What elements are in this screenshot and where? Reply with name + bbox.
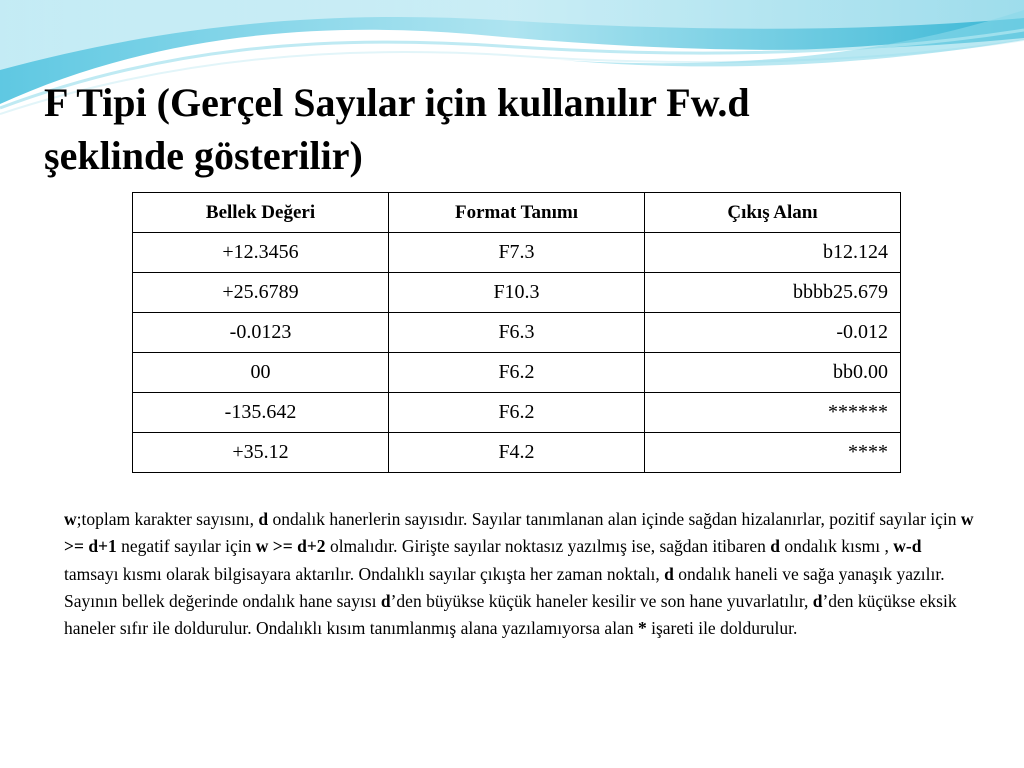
header-format-tanimi: Format Tanımı — [389, 193, 645, 233]
desc-segment: ondalık hanerlerin sayısıdır. Sayılar tanımlanan alan içinde sağdan hizalanırlar, pozitif sayılar için — [268, 509, 961, 529]
format-cell: F10.3 — [389, 273, 645, 313]
memory-value-cell: 00 — [133, 353, 389, 393]
memory-value-cell: -135.642 — [133, 393, 389, 433]
desc-segment: d — [380, 590, 391, 611]
table-row — [133, 353, 901, 393]
desc-segment: ondalık haneli ve sağa yanaşık yazılır. Sayının bellek değerinde ondalık hane sayısı — [64, 563, 945, 611]
desc-segment: ’den büyükse küçük haneler kesilir ve son hane yuvarlatılır, — [390, 590, 813, 611]
desc-segment: d — [770, 536, 780, 557]
desc-segment: d — [664, 563, 674, 584]
title-line-2: şeklinde gösterilir) — [44, 133, 363, 178]
format-cell: F6.2 — [389, 393, 645, 433]
desc-segment: * — [637, 618, 647, 639]
title-line-1: F Tipi (Gerçel Sayılar için kullanılır Fw.d — [44, 80, 750, 125]
format-cell: F6.3 — [389, 313, 645, 353]
table-row — [133, 233, 901, 273]
format-cell: F6.2 — [389, 353, 645, 393]
table-header-row — [133, 193, 901, 233]
output-cell: bbbb25.679 — [645, 273, 901, 313]
memory-value-cell: -0.0123 — [133, 313, 389, 353]
desc-segment: d — [258, 509, 269, 529]
desc-segment: w-d — [893, 536, 922, 557]
output-cell: bb0.00 — [645, 353, 901, 393]
desc-segment: negatif sayılar için — [116, 536, 256, 557]
desc-segment: ’den küçükse eksik haneler sıfır ile doldurulur. Ondalıklı kısım tanımlanmış alana yazılamıyorsa alan — [64, 590, 957, 639]
header-bellek-degeri: Bellek Değeri — [133, 193, 389, 233]
output-cell: **** — [645, 433, 901, 473]
output-cell: -0.012 — [645, 313, 901, 353]
slide-title — [44, 76, 984, 182]
desc-segment: tamsayı kısmı olarak bilgisayara aktarılır. Ondalıklı sayılar çıkışta her zaman noktalı, — [64, 563, 665, 584]
header-cikis-alani: Çıkış Alanı — [645, 193, 901, 233]
memory-value-cell: +25.6789 — [133, 273, 389, 313]
table-row — [133, 313, 901, 353]
desc-segment: d — [812, 590, 823, 611]
desc-segment: w >= d+1 — [64, 509, 974, 557]
desc-segment: w >= d+2 — [255, 536, 326, 557]
format-cell: F7.3 — [389, 233, 645, 273]
table-row — [133, 433, 901, 473]
format-table — [132, 192, 901, 473]
desc-segment: ondalık kısmı , — [779, 536, 894, 557]
output-cell: ****** — [645, 393, 901, 433]
table-row — [133, 393, 901, 433]
desc-segment: olmalıdır. Girişte sayılar noktasız yazılmış ise, sağdan itibaren — [325, 536, 771, 557]
format-cell: F4.2 — [389, 433, 645, 473]
memory-value-cell: +12.3456 — [133, 233, 389, 273]
desc-segment: w — [64, 509, 77, 529]
desc-segment: ;toplam karakter sayısını, — [76, 509, 259, 529]
output-cell: b12.124 — [645, 233, 901, 273]
description-paragraph — [64, 506, 974, 642]
table-row — [133, 273, 901, 313]
memory-value-cell: +35.12 — [133, 433, 389, 473]
desc-segment: işareti ile doldurulur. — [646, 618, 798, 639]
